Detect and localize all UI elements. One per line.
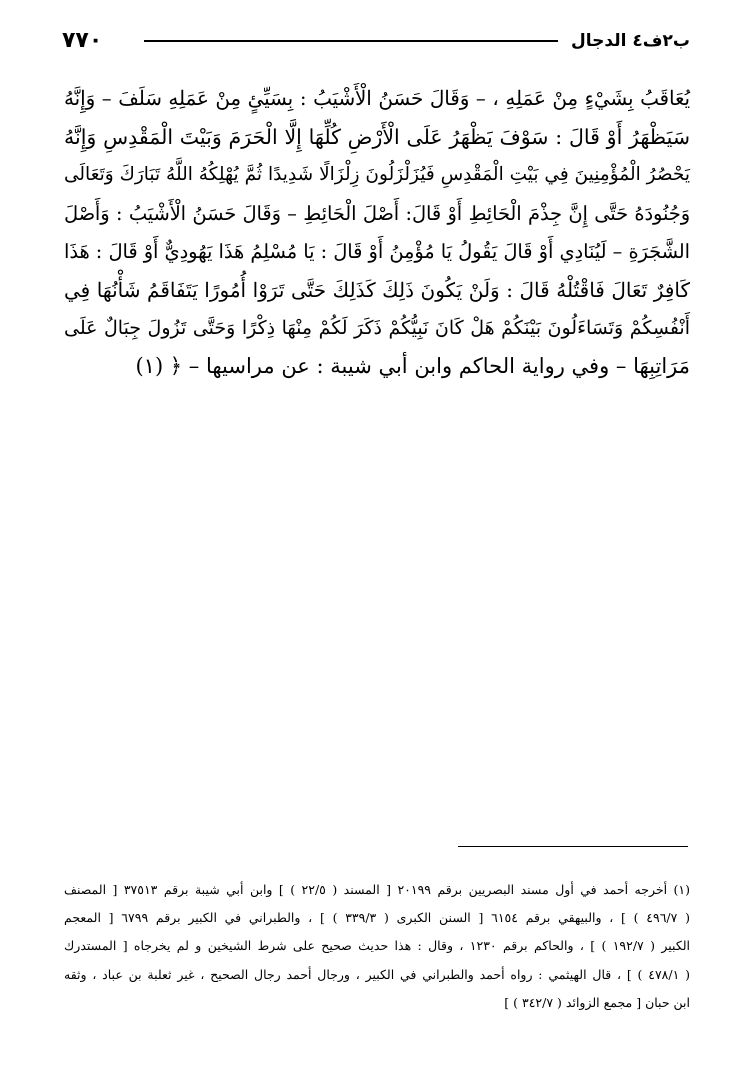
header-rule	[144, 40, 558, 42]
footnote-line: ( ٤٩٦/٧ ) ] ، والبيهقي برقم ٦١٥٤ [ السنن الكبرى ( ٣٣٩/٣ ) ] ، والطبراني في الكبير برقم ٦٧٩٩ [ المعجم	[64, 910, 690, 926]
footnote-line: (١) أخرجه أحمد في أول مسند البصريين برقم ٢٠١٩٩ [ المسند ( ٢٢/٥ ) ] وابن أبي شيبة برقم ٣٧٥١٣ [ المصنف	[64, 882, 690, 897]
footnote-line: الكبير ( ١٩٢/٧ ) ] ، والحاكم برقم ١٢٣٠ ، وقال : هذا حديث صحيح على شرط الشيخين و لم يخرجاه [ المستدرك	[64, 938, 690, 954]
footnote-line: ( ٤٧٨/١ ) ] ، قال الهيثمي : رواه أحمد والطبراني في الكبير ، ورجال أحمد رجال الصحيح ، غير ثعلبة بن عباد ، وثقه	[64, 966, 690, 982]
text-line: الشَّجَرَةِ – لَيُنَادِي أَوْ قَالَ يَقُولُ يَا مُؤْمِنُ أَوْ قَالَ : يَا مُسْلِمُ هَذَا يَهُودِيٌّ أَوْ قَالَ : هَذَا	[64, 239, 690, 263]
text-line: يَحْصُرُ الْمُؤْمِنِينَ فِي بَيْتِ الْمَقْدِسِ فَيُزَلْزَلُونَ زِلْزَالًا شَدِيدًا ثُمَّ يُهْلِكُهُ اللَّهُ تَبَارَكَ وَتَعَالَى	[64, 164, 690, 186]
text-line: وَجُنُودَهُ حَتَّى إِنَّ جِذْمَ الْحَائِطِ أَوْ قَالَ: أَصْلَ الْحَائِطِ – وَقَالَ حَسَنُ الْأَشْيَبُ : وَأَصْلَ	[64, 201, 690, 225]
text-line: مَرَاتِبِهَا – وفي رواية الحاكم وابن أبي شيبة : عن مراسيها – ﴿ (١)	[135, 354, 690, 379]
main-text	[64, 80, 690, 386]
footnote-line: ابن حبان [ مجمع الزوائد ( ٣٤٢/٧ ) ]	[504, 994, 690, 1010]
page-number: ٧٧٠	[62, 28, 103, 53]
footnotes	[64, 876, 690, 1017]
text-line: أَنْفُسِكُمْ وَتَسَاءَلُونَ بَيْنَكُمْ هَلْ كَانَ نَبِيُّكُمْ ذَكَرَ لَكُمْ مِنْهَا ذِكْرًا وَحَتَّى تَزُولَ جِبَالٌ عَلَى	[64, 317, 690, 340]
running-title: ب٢ف٤ الدجال	[571, 31, 690, 51]
footnote-separator	[458, 846, 688, 847]
text-line: كَافِرٌ تَعَالَ فَاقْتُلْهُ قَالَ : وَلَنْ يَكُونَ ذَلِكَ كَذَلِكَ حَتَّى تَرَوْا أُمُورًا يَتَفَاقَمُ شَأْنُهَا فِي	[64, 277, 690, 302]
text-line: سَيَظْهَرُ أَوْ قَالَ : سَوْفَ يَظْهَرُ عَلَى الْأَرْضِ كُلِّهَا إِلَّا الْحَرَمَ وَبَيْتَ الْمَقْدِسِ وَإِنَّهُ	[64, 125, 690, 150]
text-line: يُعَاقَبُ بِشَيْءٍ مِنْ عَمَلِهِ ، – وَقَالَ حَسَنُ الْأَشْيَبُ : بِسَيِّئٍ مِنْ عَمَلِهِ سَلَفَ – وَإِنَّهُ	[64, 87, 690, 110]
page-header	[62, 28, 690, 58]
